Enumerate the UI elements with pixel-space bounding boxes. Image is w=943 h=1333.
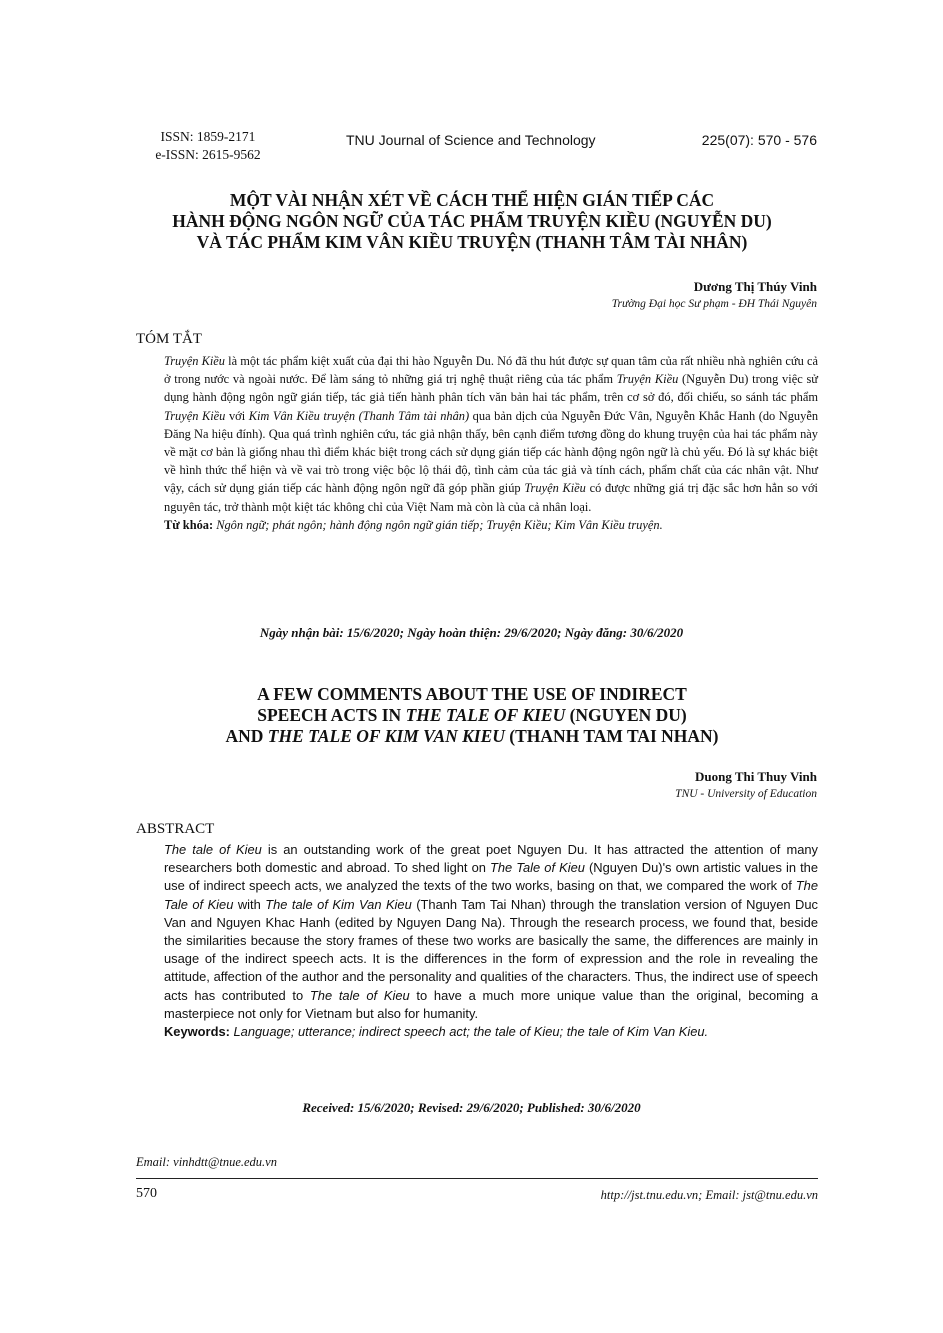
en-abstract [164,841,818,1041]
vi-dates: Ngày nhận bài: 15/6/2020; Ngày hoàn thiện: 29/6/2020; Ngày đăng: 30/6/2020 [259,625,684,640]
en-abstract-text: The Tale of Kieu [490,860,585,876]
issn-block [142,128,274,164]
vi-abstract-text: Truyện Kiều [524,481,586,496]
issn: ISSN: 1859-2171 [160,129,256,144]
vi-title-line: MỘT VÀI NHẬN XÉT VỀ CÁCH THỂ HIỆN GIÁN TIẾP CÁC [229,190,715,210]
vi-title-line: HÀNH ĐỘNG NGÔN NGỮ CỦA TÁC PHẨM TRUYỆN KIỀU (NGUYỄN DU) [172,211,772,231]
en-title-line [110,726,834,747]
en-author: Duong Thi Thuy Vinh [694,769,817,784]
vi-abstract-text: qua bản dịch của Nguyễn Đức Vân, Nguyễn Khắc Hanh (do Nguyễn Đăng Na hiệu đính). Qua quá trình nghiên cứu, tác giả nhận thấy, bên cạnh điểm tương đồng do khung truyện của hai tác phẩm này về mặt cơ bản là giống nhau thì điểm khác biệt trong cách sử dụng gián tiếp các hành động ngôn ngữ là chủ yếu. Đó là sự khác biệt về hình thức thể hiện và về vai trò trong việc bộc lộ thái độ, tình cảm của tác giả và tính cách, phẩm chất của các nhân vật. Như vậy, cách sử dụng gián tiếp các hành động ngôn ngữ đã góp phần giúp [164,408,819,496]
vi-keywords-label: Từ khóa: [164,517,214,532]
vi-abstract-text: là một tác phẩm kiệt xuất của đại thi hào Nguyễn Du. Nó đã thu hút được sự quan tâm của rất nhiều nhà nghiên cứu cả ở trong nước và ngoài nước. Để làm sáng tỏ những giá trị nghệ thuật riêng của tác phẩm [164,354,818,387]
vi-abstract [164,352,818,534]
vi-abstract-heading: TÓM TẮT [136,331,202,347]
journal-links: http://jst.tnu.edu.vn; Email: jst@tnu.edu.vn [600,1188,818,1202]
english-title [110,684,834,747]
en-keywords-text: Language; utterance; indirect speech act; the tale of Kieu; the tale of Kim Van Kieu. [229,1024,709,1040]
en-title-part: THE TALE OF KIM VAN KIEU [267,726,505,746]
en-title-part: THE TALE OF KIEU [405,705,566,725]
vi-title-line: VÀ TÁC PHẨM KIM VÂN KIỀU TRUYỆN (THANH TÂM TÀI NHÂN) [196,232,748,252]
vi-keywords [164,516,818,534]
en-abstract-text: with [233,896,266,912]
en-title-line [110,705,834,726]
vi-abstract-text: Kim Vân Kiều truyện (Thanh Tâm tài nhân) [248,408,470,423]
en-abstract-text: is an outstanding work of the great poet Nguyen Du. It has attracted the attention of many researchers both domestic and abroad. To shed light on [164,842,818,876]
en-title-part: (THANH TAM TAI NHAN) [504,726,719,746]
vi-author: Dương Thị Thúy Vinh [693,279,817,294]
vi-abstract-text: Truyện Kiều [164,408,226,423]
en-abstract-text: The tale of Kim Van Kieu [265,896,412,912]
vietnamese-title [110,190,834,253]
vi-abstract-text: với [225,408,249,423]
en-abstract-heading: ABSTRACT [136,821,215,837]
vi-abstract-text: Truyện Kiều [616,372,679,387]
eissn: e-ISSN: 2615-9562 [155,147,261,162]
en-abstract-text: (Thanh Tam Tai Nhan) through the translation version of Nguyen Duc Van and Nguyen Khac Hanh (edited by Nguyen Dang Na). Through the research process, we found that, beside the similarities because the story frames of these two works are basically the same, the differences are mainly in usage of the indirect speech acts. It is the differences in the form of expression and the role in revealing the attitude, affection of the author and the personality and qualities of the characters. Thus, the indirect use of speech acts has contributed to [164,896,818,1003]
en-title-part: (NGUYEN DU) [565,705,687,725]
en-title-line: A FEW COMMENTS ABOUT THE USE OF INDIRECT [257,684,687,704]
en-keywords [164,1023,818,1041]
footer-divider [136,1178,818,1179]
en-title-part: SPEECH ACTS IN [257,705,406,725]
en-dates: Received: 15/6/2020; Revised: 29/6/2020; Published: 30/6/2020 [302,1100,641,1115]
en-abstract-text: (Nguyen Du)'s own artistic values in the use of indirect speech acts, we analyzed the texts of the two works, basing on that, we compared the work of [164,860,818,894]
en-keywords-label: Keywords: [164,1024,230,1040]
en-affiliation: TNU - University of Education [675,788,817,800]
en-abstract-text: The tale of Kieu [164,842,262,857]
author-email: Email: vinhdtt@tnue.edu.vn [136,1155,277,1169]
vi-abstract-text: có được những giá trị đặc sắc hơn hẳn so với nguyên tác, trở thành một kiệt tác không chỉ của Việt Nam mà còn là của cả nhân loại. [164,481,818,514]
en-abstract-text: The Tale of Kieu [164,878,818,912]
en-title-part: AND [225,726,268,746]
vi-affiliation: Trường Đại học Sư phạm - ĐH Thái Nguyên [611,298,817,310]
vi-keywords-text: Ngôn ngữ; phát ngôn; hành động ngôn ngữ gián tiếp; Truyện Kiều; Kim Vân Kiều truyện. [213,517,663,532]
en-abstract-text: to have a much more unique value than the original, becoming a masterpiece not only for Vietnam but also for humanity. [164,987,819,1021]
vi-abstract-text: Truyện Kiều [164,354,225,368]
en-abstract-text: The tale of Kieu [309,987,410,1003]
journal-name: TNU Journal of Science and Technology [346,132,596,148]
page-number: 570 [136,1186,157,1201]
vi-abstract-text: (Nguyễn Du) trong việc sử dụng hành động ngôn ngữ gián tiếp, tác giả tiến hành phân tích văn bản hai tác phẩm, trên cơ sở đó, đối chiếu, so sánh tác phẩm [164,372,818,405]
volume-pages: 225(07): 570 - 576 [701,132,817,148]
